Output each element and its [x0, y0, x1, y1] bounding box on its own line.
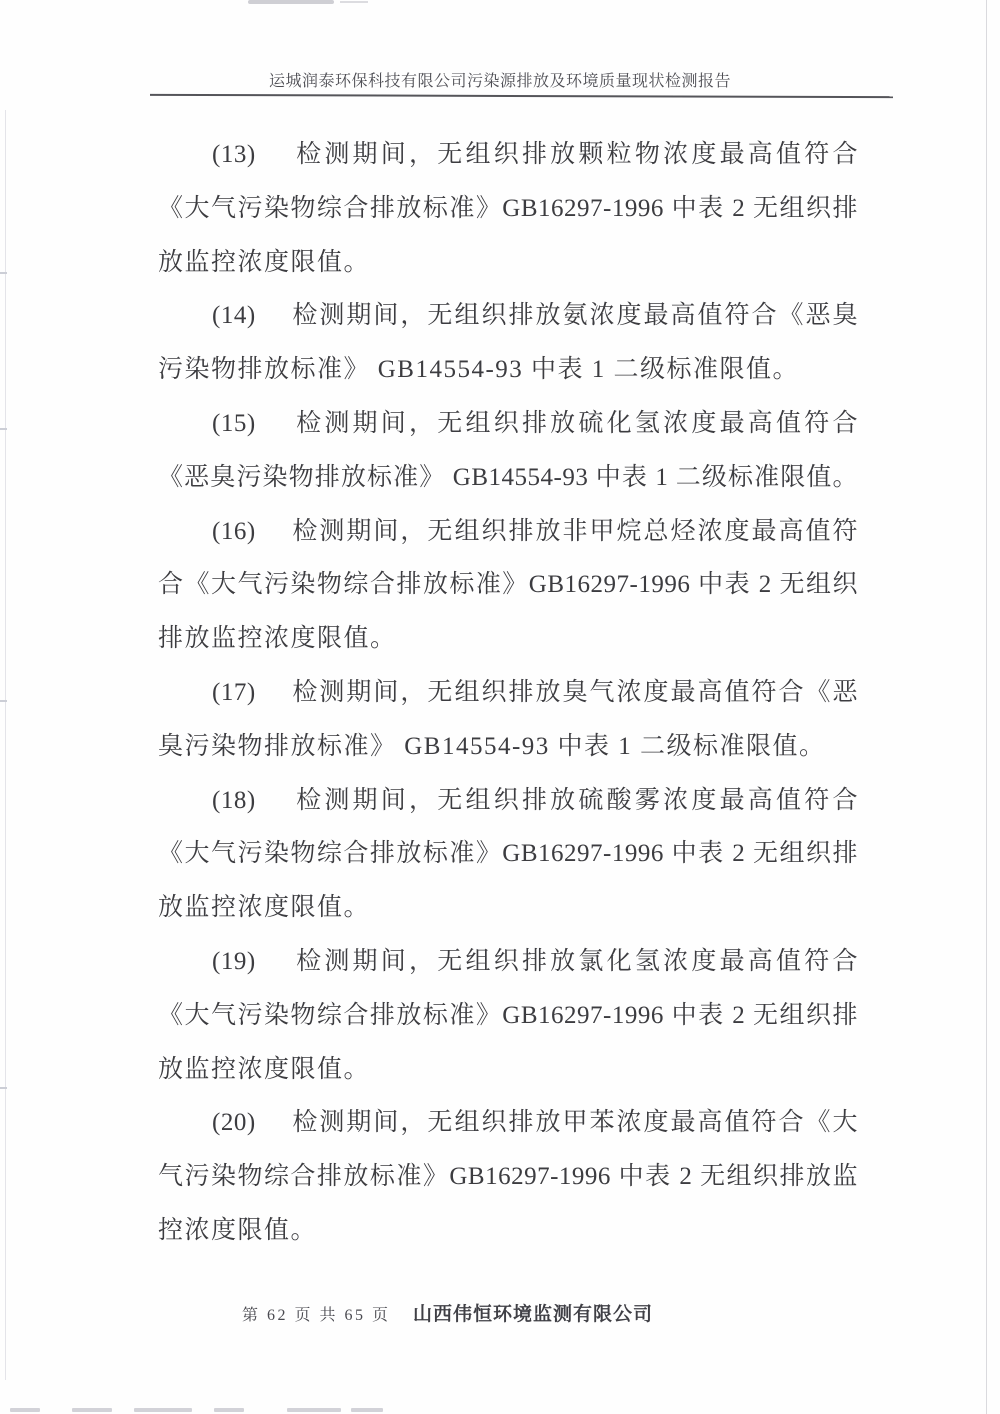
scan-edge-tick — [0, 272, 7, 274]
paragraph-14-line: 污染物排放标准》 GB14554-93 中表 1 二级标准限值。 — [158, 356, 800, 384]
paragraph-19-line: 《大气污染物综合排放标准》GB16297-1996 中表 2 无组织排 — [158, 1001, 858, 1029]
paragraph-15-line: 《恶臭污染物排放标准》 GB14554-93 中表 1 二级标准限值。 — [158, 463, 858, 491]
paragraph-17-line: 臭污染物排放标准》 GB14554-93 中表 1 二级标准限值。 — [158, 732, 826, 760]
scan-smudge-bottom — [10, 1408, 40, 1412]
document-body — [158, 128, 858, 1258]
paragraph-18-line: 放监控浓度限值。 — [158, 894, 371, 922]
paragraph-14-line: (14) 检测期间，无组织排放氨浓度最高值符合《恶臭 — [212, 302, 858, 330]
paragraph-13-line: 《大气污染物综合排放标准》GB16297-1996 中表 2 无组织排 — [158, 194, 858, 222]
scan-edge-tick — [0, 700, 7, 702]
footer-page-number: 第 62 页 共 65 页 — [242, 1307, 391, 1324]
scan-smudge-bottom — [287, 1408, 341, 1412]
paragraph-16-line: 合《大气污染物综合排放标准》GB16297-1996 中表 2 无组织 — [158, 571, 858, 599]
scan-smudge-bottom — [134, 1408, 192, 1412]
paragraph-13-line: 放监控浓度限值。 — [158, 248, 371, 276]
scan-smudge-top — [340, 1, 368, 3]
scan-edge-tick — [0, 1087, 7, 1089]
paragraph-16-line: (16) 检测期间，无组织排放非甲烷总烃浓度最高值符 — [212, 517, 858, 545]
scan-edge-line-right — [986, 0, 987, 1414]
paragraph-18-line: 《大气污染物综合排放标准》GB16297-1996 中表 2 无组织排 — [158, 840, 858, 868]
scan-smudge-bottom — [214, 1408, 244, 1412]
scan-edge-tick — [0, 428, 7, 430]
scan-smudge-top — [248, 0, 334, 4]
page-header-title: 运城润泰环保科技有限公司污染源排放及环境质量现状检测报告 — [268, 73, 731, 90]
footer-company-name: 山西伟恒环境监测有限公司 — [413, 1304, 654, 1325]
paragraph-15-line: (15) 检测期间，无组织排放硫化氢浓度最高值符合 — [212, 409, 858, 437]
scan-edge-line-left — [5, 110, 6, 1380]
paragraph-19-line: 放监控浓度限值。 — [158, 1055, 371, 1083]
paragraph-20-line: 控浓度限值。 — [158, 1216, 318, 1244]
paragraph-20-line: (20) 检测期间，无组织排放甲苯浓度最高值符合《大 — [212, 1109, 858, 1137]
scan-smudge-bottom — [351, 1408, 383, 1412]
paragraph-19-line: (19) 检测期间，无组织排放氯化氢浓度最高值符合 — [212, 947, 858, 975]
scan-smudge-bottom — [72, 1408, 112, 1412]
paragraph-16-line: 排放监控浓度限值。 — [158, 625, 397, 653]
paragraph-17-line: (17) 检测期间，无组织排放臭气浓度最高值符合《恶 — [212, 678, 858, 706]
paragraph-18-line: (18) 检测期间，无组织排放硫酸雾浓度最高值符合 — [212, 786, 858, 814]
paragraph-13-line: (13) 检测期间，无组织排放颗粒物浓度最高值符合 — [212, 141, 858, 168]
header-divider — [150, 94, 893, 98]
paragraph-20-line: 气污染物综合排放标准》GB16297-1996 中表 2 无组织排放监 — [158, 1163, 858, 1191]
